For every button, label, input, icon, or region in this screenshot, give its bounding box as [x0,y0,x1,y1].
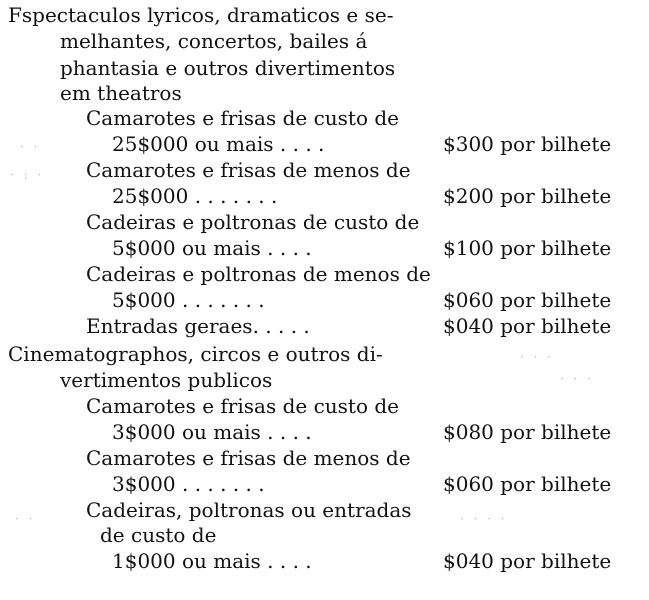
text-line [0,55,649,81]
text-line [0,80,649,106]
line-text: 25$000 . . . . . . . [112,184,278,208]
line-text: 3$000 . . . . . . . [112,472,265,496]
text-line [0,2,649,28]
line-text: Cinematographos, circos e outros di- [8,342,383,366]
scan-noise: · · [20,140,41,154]
text-line [0,183,649,209]
line-text: 25$000 ou mais . . . . [112,132,325,156]
text-line [0,393,649,419]
text-line [0,522,649,548]
line-text: 5$000 ou mais . . . . [112,236,312,260]
text-line [0,131,649,157]
text-line [0,419,649,445]
line-text: em theatros [60,81,182,105]
text-line [0,445,649,471]
line-text: 5$000 . . . . . . . [112,288,265,312]
text-line [0,497,649,523]
line-text: Fspectaculos lyricos, dramaticos e se- [8,3,394,27]
price-value: $040 por bilhete [443,549,612,573]
text-line [0,157,649,183]
text-line [0,105,649,131]
price-value: $100 por bilhete [443,236,612,260]
text-line [0,261,649,287]
line-text: Camarotes e frisas de menos de [86,446,411,470]
price-value: $080 por bilhete [443,420,612,444]
scan-noise: · · · · [460,512,508,526]
line-text: 1$000 ou mais . . . . [112,549,312,573]
line-text: Entradas geraes. . . . . [86,314,310,338]
text-line [0,471,649,497]
text-line [0,28,649,54]
line-text: Cadeiras e poltronas de menos de [86,262,431,286]
line-text: Camarotes e frisas de custo de [86,106,399,130]
text-line [0,548,649,574]
scan-noise: · · [15,512,36,526]
line-text: Camarotes e frisas de custo de [86,394,399,418]
text-line [0,367,649,393]
price-value: $040 por bilhete [443,314,612,338]
text-line [0,313,649,339]
text-line [0,287,649,313]
line-text: 3$000 ou mais . . . . [112,420,312,444]
line-text: Camarotes e frisas de menos de [86,158,411,182]
line-text: vertimentos publicos [60,368,273,392]
scan-noise: · · · [520,350,555,364]
line-text: melhantes, concertos, bailes á [60,29,368,53]
scan-noise: · : · [10,168,45,182]
price-value: $060 por bilhete [443,472,612,496]
price-value: $060 por bilhete [443,288,612,312]
line-text: Cadeiras, poltronas ou entradas [86,498,412,522]
text-line [0,235,649,261]
line-text: de custo de [100,523,217,547]
scan-noise: · · · [560,372,595,386]
text-line [0,209,649,235]
line-text: Cadeiras e poltronas de custo de [86,210,420,234]
price-value: $300 por bilhete [443,132,612,156]
price-value: $200 por bilhete [443,184,612,208]
line-text: phantasia e outros divertimentos [60,56,396,80]
